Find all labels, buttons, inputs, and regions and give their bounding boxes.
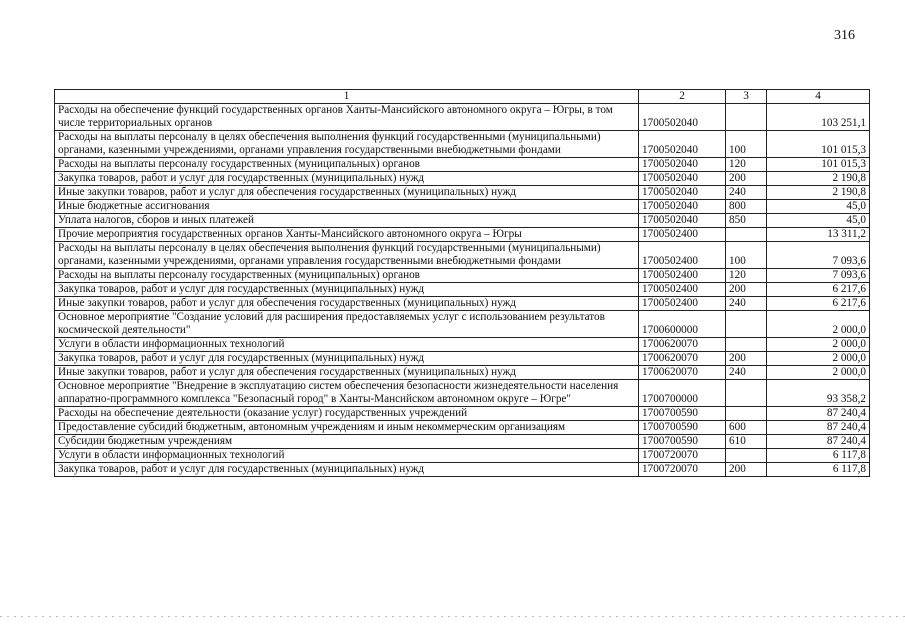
row-name-cell: Услуги в области информационных технологий	[55, 338, 639, 352]
row-type-cell: 200	[726, 283, 767, 297]
row-name-cell: Иные закупки товаров, работ и услуг для обеспечения государственных (муниципальных) нужд	[55, 297, 639, 311]
table-row	[55, 200, 870, 214]
table-row	[55, 366, 870, 380]
table-row	[55, 104, 870, 131]
row-code-cell: 1700502040	[639, 131, 726, 158]
row-sum-cell: 2 000,0	[767, 311, 870, 338]
table-row	[55, 338, 870, 352]
row-name-cell: Закупка товаров, работ и услуг для государственных (муниципальных) нужд	[55, 172, 639, 186]
table-row	[55, 172, 870, 186]
row-sum-cell: 2 000,0	[767, 366, 870, 380]
row-name-cell: Расходы на выплаты персоналу в целях обеспечения выполнения функций государственными (муниципальными) органами, казенными учреждениями, органами управления государственными внебюджетными фондами	[55, 242, 639, 269]
row-sum-cell: 101 015,3	[767, 158, 870, 172]
row-type-cell: 600	[726, 421, 767, 435]
row-name-cell: Основное мероприятие "Создание условий для расширения предоставляемых услуг с использованием результатов космической деятельности"	[55, 311, 639, 338]
header-cell-type: 3	[726, 90, 767, 104]
row-type-cell	[726, 407, 767, 421]
row-code-cell: 1700600000	[639, 311, 726, 338]
row-type-cell	[726, 449, 767, 463]
row-type-cell: 850	[726, 214, 767, 228]
row-code-cell: 1700502400	[639, 297, 726, 311]
table-row	[55, 214, 870, 228]
row-code-cell: 1700502040	[639, 214, 726, 228]
table-row	[55, 311, 870, 338]
row-sum-cell: 7 093,6	[767, 242, 870, 269]
row-name-cell: Расходы на обеспечение деятельности (оказание услуг) государственных учреждений	[55, 407, 639, 421]
table-row	[55, 228, 870, 242]
row-code-cell: 1700502040	[639, 172, 726, 186]
row-code-cell: 1700700590	[639, 435, 726, 449]
row-name-cell: Расходы на выплаты персоналу в целях обеспечения выполнения функций государственными (муниципальными) органами, казенными учреждениями, органами управления государственными внебюджетными фондами	[55, 131, 639, 158]
row-sum-cell: 45,0	[767, 200, 870, 214]
row-name-cell: Расходы на обеспечение функций государственных органов Ханты-Мансийского автономного округа – Югры, в том числе территориальных органов	[55, 104, 639, 131]
table-row	[55, 435, 870, 449]
row-type-cell: 800	[726, 200, 767, 214]
row-sum-cell: 2 190,8	[767, 172, 870, 186]
scan-edge-line	[0, 616, 905, 617]
row-code-cell: 1700502040	[639, 200, 726, 214]
row-type-cell: 240	[726, 186, 767, 200]
row-type-cell: 200	[726, 463, 767, 477]
table-row	[55, 242, 870, 269]
row-code-cell: 1700502400	[639, 269, 726, 283]
row-code-cell: 1700502040	[639, 158, 726, 172]
table-row	[55, 131, 870, 158]
row-sum-cell: 87 240,4	[767, 435, 870, 449]
row-sum-cell: 87 240,4	[767, 421, 870, 435]
row-code-cell: 1700700000	[639, 380, 726, 407]
row-sum-cell: 101 015,3	[767, 131, 870, 158]
row-name-cell: Прочие мероприятия государственных органов Ханты-Мансийского автономного округа – Югры	[55, 228, 639, 242]
row-name-cell: Основное мероприятие "Внедрение в эксплуатацию систем обеспечения безопасности жизнедеятельности населения аппаратно-программного комплекса "Безопасный город" в Ханты-Мансийском автономном округе – Югре"	[55, 380, 639, 407]
row-sum-cell: 2 000,0	[767, 338, 870, 352]
row-code-cell: 1700700590	[639, 407, 726, 421]
row-code-cell: 1700620070	[639, 366, 726, 380]
row-code-cell: 1700502400	[639, 283, 726, 297]
budget-table	[54, 89, 870, 477]
row-name-cell: Иные закупки товаров, работ и услуг для обеспечения государственных (муниципальных) нужд	[55, 186, 639, 200]
budget-table-body	[55, 90, 870, 477]
table-row	[55, 421, 870, 435]
row-code-cell: 1700720070	[639, 463, 726, 477]
row-sum-cell: 45,0	[767, 214, 870, 228]
row-name-cell: Закупка товаров, работ и услуг для государственных (муниципальных) нужд	[55, 283, 639, 297]
row-type-cell: 240	[726, 366, 767, 380]
table-row	[55, 186, 870, 200]
row-code-cell: 1700502400	[639, 228, 726, 242]
row-name-cell: Закупка товаров, работ и услуг для государственных (муниципальных) нужд	[55, 463, 639, 477]
page-number: 316	[834, 28, 855, 43]
row-name-cell: Услуги в области информационных технологий	[55, 449, 639, 463]
table-header-row	[55, 90, 870, 104]
row-type-cell: 200	[726, 352, 767, 366]
header-cell-sum: 4	[767, 90, 870, 104]
row-code-cell: 1700620070	[639, 338, 726, 352]
table-row	[55, 352, 870, 366]
row-sum-cell: 6 117,8	[767, 449, 870, 463]
header-cell-name: 1	[55, 90, 639, 104]
row-sum-cell: 2 190,8	[767, 186, 870, 200]
table-row	[55, 449, 870, 463]
table-row	[55, 407, 870, 421]
header-cell-code: 2	[639, 90, 726, 104]
row-type-cell: 200	[726, 172, 767, 186]
row-name-cell: Закупка товаров, работ и услуг для государственных (муниципальных) нужд	[55, 352, 639, 366]
row-sum-cell: 7 093,6	[767, 269, 870, 283]
row-type-cell	[726, 311, 767, 338]
row-sum-cell: 103 251,1	[767, 104, 870, 131]
row-name-cell: Уплата налогов, сборов и иных платежей	[55, 214, 639, 228]
table-row	[55, 283, 870, 297]
row-name-cell: Иные бюджетные ассигнования	[55, 200, 639, 214]
row-code-cell: 1700502040	[639, 104, 726, 131]
row-type-cell	[726, 228, 767, 242]
row-sum-cell: 13 311,2	[767, 228, 870, 242]
row-type-cell: 100	[726, 242, 767, 269]
table-row	[55, 269, 870, 283]
row-type-cell: 610	[726, 435, 767, 449]
row-code-cell: 1700502040	[639, 186, 726, 200]
table-row	[55, 380, 870, 407]
row-type-cell	[726, 380, 767, 407]
table-row	[55, 297, 870, 311]
row-code-cell: 1700620070	[639, 352, 726, 366]
table-row	[55, 463, 870, 477]
row-name-cell: Иные закупки товаров, работ и услуг для обеспечения государственных (муниципальных) нужд	[55, 366, 639, 380]
row-name-cell: Субсидии бюджетным учреждениям	[55, 435, 639, 449]
row-name-cell: Расходы на выплаты персоналу государственных (муниципальных) органов	[55, 269, 639, 283]
row-sum-cell: 6 217,6	[767, 297, 870, 311]
row-sum-cell: 2 000,0	[767, 352, 870, 366]
row-name-cell: Предоставление субсидий бюджетным, автономным учреждениям и иным некоммерческим организациям	[55, 421, 639, 435]
row-sum-cell: 93 358,2	[767, 380, 870, 407]
row-type-cell: 120	[726, 158, 767, 172]
row-code-cell: 1700720070	[639, 449, 726, 463]
row-sum-cell: 6 117,8	[767, 463, 870, 477]
row-code-cell: 1700502400	[639, 242, 726, 269]
row-sum-cell: 6 217,6	[767, 283, 870, 297]
row-type-cell: 100	[726, 131, 767, 158]
row-code-cell: 1700700590	[639, 421, 726, 435]
row-name-cell: Расходы на выплаты персоналу государственных (муниципальных) органов	[55, 158, 639, 172]
row-type-cell: 240	[726, 297, 767, 311]
row-type-cell: 120	[726, 269, 767, 283]
row-sum-cell: 87 240,4	[767, 407, 870, 421]
row-type-cell	[726, 338, 767, 352]
table-row	[55, 158, 870, 172]
row-type-cell	[726, 104, 767, 131]
